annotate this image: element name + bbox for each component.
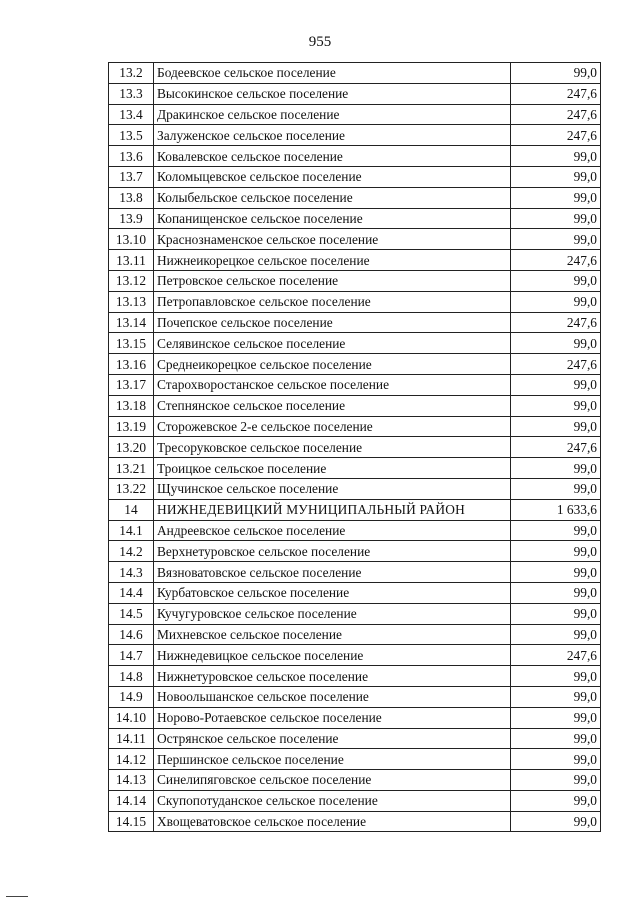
table-row: [109, 562, 601, 583]
table-row: [109, 728, 601, 749]
settlement-name-cell: Залуженское сельское поселение: [154, 125, 511, 146]
table-row: [109, 166, 601, 187]
row-number-cell: 14.13: [109, 770, 154, 791]
settlement-name-cell: Верхнетуровское сельское поселение: [154, 541, 511, 562]
footer-mark: [6, 896, 28, 897]
table-row: [109, 104, 601, 125]
settlement-name-cell: Бодеевское сельское поселение: [154, 63, 511, 84]
settlement-name-cell: Почепское сельское поселение: [154, 312, 511, 333]
table-row: [109, 437, 601, 458]
table-row: [109, 208, 601, 229]
amount-cell: 99,0: [511, 728, 601, 749]
settlement-name-cell: Старохворостанское сельское поселение: [154, 374, 511, 395]
settlement-name-cell: Дракинское сельское поселение: [154, 104, 511, 125]
settlement-name-cell: Сторожевское 2-е сельское поселение: [154, 416, 511, 437]
row-number-cell: 14.8: [109, 666, 154, 687]
row-number-cell: 14.9: [109, 686, 154, 707]
settlement-name-cell: НИЖНЕДЕВИЦКИЙ МУНИЦИПАЛЬНЫЙ РАЙОН: [154, 499, 511, 520]
amount-cell: 99,0: [511, 208, 601, 229]
amount-cell: 99,0: [511, 270, 601, 291]
row-number-cell: 13.5: [109, 125, 154, 146]
amount-cell: 99,0: [511, 790, 601, 811]
amount-cell: 99,0: [511, 416, 601, 437]
row-number-cell: 13.22: [109, 478, 154, 499]
settlement-name-cell: Нижнедевицкое сельское поселение: [154, 645, 511, 666]
settlement-name-cell: Синелипяговское сельское поселение: [154, 770, 511, 791]
settlement-name-cell: Краснознаменское сельское поселение: [154, 229, 511, 250]
table-row: [109, 312, 601, 333]
settlement-name-cell: Нижнетуровское сельское поселение: [154, 666, 511, 687]
amount-cell: 247,6: [511, 250, 601, 271]
settlement-name-cell: Норово-Ротаевское сельское поселение: [154, 707, 511, 728]
amount-cell: 247,6: [511, 125, 601, 146]
row-number-cell: 13.10: [109, 229, 154, 250]
row-number-cell: 13.12: [109, 270, 154, 291]
amount-cell: 99,0: [511, 770, 601, 791]
amount-cell: 99,0: [511, 166, 601, 187]
amount-cell: 247,6: [511, 104, 601, 125]
table-row: [109, 645, 601, 666]
settlement-name-cell: Петропавловское сельское поселение: [154, 291, 511, 312]
amount-cell: 99,0: [511, 749, 601, 770]
row-number-cell: 13.20: [109, 437, 154, 458]
amount-cell: 1 633,6: [511, 499, 601, 520]
amount-cell: 247,6: [511, 83, 601, 104]
amount-cell: 99,0: [511, 458, 601, 479]
settlement-name-cell: Копанищенское сельское поселение: [154, 208, 511, 229]
amount-cell: 247,6: [511, 437, 601, 458]
row-number-cell: 13.14: [109, 312, 154, 333]
table-row: [109, 291, 601, 312]
row-number-cell: 13.21: [109, 458, 154, 479]
amount-cell: 99,0: [511, 478, 601, 499]
table-row: [109, 686, 601, 707]
table-row: [109, 416, 601, 437]
row-number-cell: 14.14: [109, 790, 154, 811]
row-number-cell: 13.19: [109, 416, 154, 437]
settlement-name-cell: Першинское сельское поселение: [154, 749, 511, 770]
amount-cell: 247,6: [511, 645, 601, 666]
row-number-cell: 13.3: [109, 83, 154, 104]
row-number-cell: 14.15: [109, 811, 154, 832]
row-number-cell: 14.12: [109, 749, 154, 770]
settlement-name-cell: Щучинское сельское поселение: [154, 478, 511, 499]
settlement-name-cell: Высокинское сельское поселение: [154, 83, 511, 104]
settlement-name-cell: Колыбельское сельское поселение: [154, 187, 511, 208]
settlements-table: [108, 62, 601, 832]
row-number-cell: 13.13: [109, 291, 154, 312]
amount-cell: 99,0: [511, 187, 601, 208]
table-row: [109, 250, 601, 271]
row-number-cell: 14.2: [109, 541, 154, 562]
amount-cell: 99,0: [511, 520, 601, 541]
settlement-name-cell: Кучугуровское сельское поселение: [154, 603, 511, 624]
row-number-cell: 13.6: [109, 146, 154, 167]
settlement-name-cell: Острянское сельское поселение: [154, 728, 511, 749]
row-number-cell: 13.17: [109, 374, 154, 395]
row-number-cell: 14.10: [109, 707, 154, 728]
amount-cell: 99,0: [511, 624, 601, 645]
settlement-name-cell: Степнянское сельское поселение: [154, 395, 511, 416]
table-row: [109, 458, 601, 479]
table-row: [109, 270, 601, 291]
row-number-cell: 13.9: [109, 208, 154, 229]
settlement-name-cell: Скупопотуданское сельское поселение: [154, 790, 511, 811]
table-row: [109, 478, 601, 499]
amount-cell: 99,0: [511, 707, 601, 728]
table-row: [109, 374, 601, 395]
table-row: [109, 83, 601, 104]
amount-cell: 99,0: [511, 603, 601, 624]
table-row: [109, 624, 601, 645]
table-row: [109, 333, 601, 354]
amount-cell: 99,0: [511, 582, 601, 603]
settlement-name-cell: Коломыцевское сельское поселение: [154, 166, 511, 187]
amount-cell: 99,0: [511, 333, 601, 354]
settlement-name-cell: Троицкое сельское поселение: [154, 458, 511, 479]
row-number-cell: 13.18: [109, 395, 154, 416]
row-number-cell: 14.11: [109, 728, 154, 749]
settlement-name-cell: Андреевское сельское поселение: [154, 520, 511, 541]
table-row: [109, 707, 601, 728]
table-row: [109, 603, 601, 624]
table-row: [109, 582, 601, 603]
amount-cell: 99,0: [511, 686, 601, 707]
amount-cell: 99,0: [511, 291, 601, 312]
row-number-cell: 13.16: [109, 354, 154, 375]
settlement-name-cell: Ковалевское сельское поселение: [154, 146, 511, 167]
row-number-cell: 13.2: [109, 63, 154, 84]
amount-cell: 247,6: [511, 312, 601, 333]
amount-cell: 99,0: [511, 229, 601, 250]
row-number-cell: 14.1: [109, 520, 154, 541]
amount-cell: 99,0: [511, 541, 601, 562]
district-row: [109, 499, 601, 520]
table-row: [109, 146, 601, 167]
table-row: [109, 187, 601, 208]
amount-cell: 99,0: [511, 562, 601, 583]
amount-cell: 99,0: [511, 395, 601, 416]
settlement-name-cell: Михневское сельское поселение: [154, 624, 511, 645]
amount-cell: 99,0: [511, 811, 601, 832]
table-row: [109, 395, 601, 416]
settlement-name-cell: Селявинское сельское поселение: [154, 333, 511, 354]
table-row: [109, 63, 601, 84]
amount-cell: 99,0: [511, 666, 601, 687]
table-row: [109, 749, 601, 770]
row-number-cell: 14.7: [109, 645, 154, 666]
table-row: [109, 770, 601, 791]
row-number-cell: 14.6: [109, 624, 154, 645]
amount-cell: 99,0: [511, 374, 601, 395]
settlement-name-cell: Среднеикорецкое сельское поселение: [154, 354, 511, 375]
table-row: [109, 229, 601, 250]
amount-cell: 247,6: [511, 354, 601, 375]
row-number-cell: 13.15: [109, 333, 154, 354]
row-number-cell: 14.5: [109, 603, 154, 624]
row-number-cell: 14: [109, 499, 154, 520]
settlement-name-cell: Тресоруковское сельское поселение: [154, 437, 511, 458]
row-number-cell: 13.11: [109, 250, 154, 271]
table-row: [109, 125, 601, 146]
row-number-cell: 13.4: [109, 104, 154, 125]
amount-cell: 99,0: [511, 63, 601, 84]
row-number-cell: 13.7: [109, 166, 154, 187]
settlement-name-cell: Курбатовское сельское поселение: [154, 582, 511, 603]
table-row: [109, 541, 601, 562]
table-row: [109, 790, 601, 811]
row-number-cell: 14.4: [109, 582, 154, 603]
settlement-name-cell: Вязноватовское сельское поселение: [154, 562, 511, 583]
table-row: [109, 666, 601, 687]
table-row: [109, 811, 601, 832]
amount-cell: 99,0: [511, 146, 601, 167]
settlement-name-cell: Новоольшанское сельское поселение: [154, 686, 511, 707]
page-number: 955: [308, 34, 332, 50]
row-number-cell: 13.8: [109, 187, 154, 208]
table-row: [109, 520, 601, 541]
table-row: [109, 354, 601, 375]
row-number-cell: 14.3: [109, 562, 154, 583]
table-body: [109, 63, 601, 832]
settlement-name-cell: Хвощеватовское сельское поселение: [154, 811, 511, 832]
settlement-name-cell: Нижнеикорецкое сельское поселение: [154, 250, 511, 271]
settlement-name-cell: Петровское сельское поселение: [154, 270, 511, 291]
